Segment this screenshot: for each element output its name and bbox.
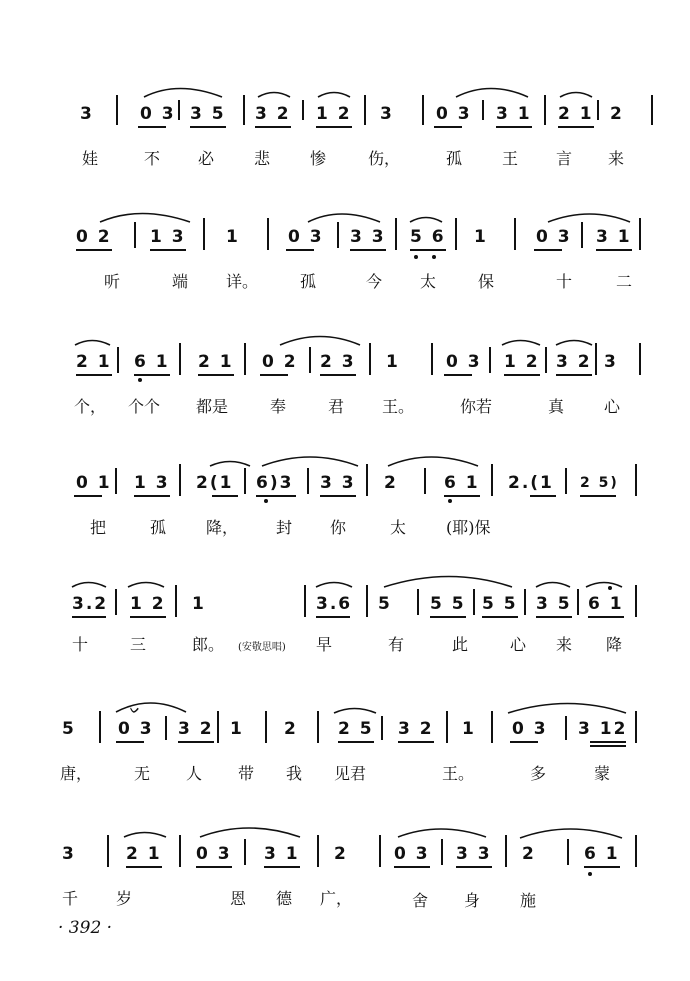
underline: [350, 249, 386, 251]
lyric: 带: [238, 764, 255, 783]
lyric: 太: [390, 518, 407, 537]
underline: [286, 249, 314, 251]
lyric: 施: [520, 891, 537, 910]
lyric: 唐，: [60, 764, 93, 783]
lyric: 个个: [128, 397, 161, 416]
note-group: 3: [604, 352, 618, 372]
note-group: 3 2: [398, 719, 434, 739]
lyric: 广，: [320, 889, 353, 908]
underline: [590, 745, 626, 747]
note-group: 1 3: [150, 227, 186, 247]
underline: [256, 495, 296, 497]
lyric: 心: [510, 635, 527, 654]
underline: [338, 741, 374, 743]
score-system-1: [0, 80, 690, 190]
note-group: 1 3: [134, 473, 170, 493]
lyric: 无: [134, 764, 151, 783]
note-group: 3 2: [255, 104, 291, 124]
lyric: 见君: [334, 764, 367, 783]
note-group: 0 3: [446, 352, 482, 372]
underline: [320, 374, 356, 376]
note-group: 3 3: [456, 844, 492, 864]
note-group: 0 3: [118, 719, 154, 739]
underline: [588, 616, 624, 618]
underline: [198, 374, 234, 376]
underline: [580, 495, 616, 497]
lyric: 太: [420, 272, 437, 291]
score-system-5: [0, 572, 690, 682]
note-group: 2.(1: [508, 473, 554, 493]
note-group: 3 2: [556, 352, 592, 372]
underline: [410, 249, 446, 251]
mordent-mark: ᨆ: [130, 703, 142, 716]
underline: [482, 616, 518, 618]
octave-dot: [608, 586, 612, 590]
lyric: 郎。: [192, 635, 225, 654]
note-group: 6 1: [134, 352, 170, 372]
underline: [320, 495, 356, 497]
lyric: 听: [104, 272, 121, 291]
lyric: 孤: [150, 518, 167, 537]
underline: [260, 374, 288, 376]
note-group: 1: [230, 719, 244, 739]
lyric: 早: [316, 635, 333, 654]
note-group: 3 12: [578, 719, 628, 739]
lyric: 人: [186, 764, 203, 783]
lyric: 来: [556, 635, 573, 654]
note-group: 3 3: [350, 227, 386, 247]
lyric: 今: [366, 272, 383, 291]
octave-dot: [448, 499, 452, 503]
lyric: 有: [388, 635, 405, 654]
score-system-7: [0, 822, 690, 932]
note-group: 3: [380, 104, 394, 124]
note-group: 2 1: [76, 352, 112, 372]
note-group: 2(1: [196, 473, 234, 493]
note-group: 2: [334, 844, 348, 864]
underline: [255, 126, 291, 128]
lyric: 此: [452, 635, 469, 654]
note-group: 1 2: [130, 594, 166, 614]
lyric: 你: [330, 518, 347, 537]
lyric: 你若: [460, 397, 493, 416]
note-group: 2: [610, 104, 624, 124]
octave-dot: [588, 872, 592, 876]
lyric: 德: [276, 889, 293, 908]
lyric: 王: [502, 149, 519, 168]
note-group: 5 5: [482, 594, 518, 614]
note-group: 3 2: [178, 719, 214, 739]
note-group: 5 5: [430, 594, 466, 614]
lyric: 君: [328, 397, 345, 416]
underline: [150, 249, 186, 251]
note-group: 6 1: [444, 473, 480, 493]
underline: [196, 866, 232, 868]
lyric: 奉: [270, 397, 287, 416]
note-group: 1 2: [504, 352, 540, 372]
lyric: 都是: [196, 397, 229, 416]
lyric: 详。: [226, 272, 259, 291]
note-group: 3 1: [496, 104, 532, 124]
note-group: 6 1: [588, 594, 624, 614]
note-group: 1: [386, 352, 400, 372]
note-group: 0 3: [436, 104, 472, 124]
lyric: 封: [276, 518, 293, 537]
underline: [394, 866, 430, 868]
underline: [444, 374, 472, 376]
note-group: 0 3: [394, 844, 430, 864]
note-group: 1: [462, 719, 476, 739]
octave-dot: [414, 255, 418, 259]
note-group: 0 3: [536, 227, 572, 247]
lyric: 舍: [412, 891, 429, 910]
note-group: 2 3: [320, 352, 356, 372]
underline: [116, 741, 144, 743]
lyric: 三: [130, 635, 147, 654]
note-group: 1 2: [316, 104, 352, 124]
note-group: 6)3: [256, 473, 294, 493]
underline: [130, 616, 166, 618]
score-system-2: [0, 205, 690, 315]
note-group: 0 3: [140, 104, 176, 124]
score-system-4: [0, 451, 690, 561]
lyric: 身: [464, 891, 481, 910]
underline: [534, 249, 562, 251]
score-system-6: [0, 697, 690, 807]
underline: [74, 495, 102, 497]
lyric: 我: [286, 764, 303, 783]
lyric: 孤: [300, 272, 317, 291]
underline: [72, 616, 106, 618]
note-group: 2: [384, 473, 398, 493]
lyric-stage-note: (安敬思唱): [238, 642, 286, 653]
lyric: 二: [616, 272, 633, 291]
note-group: 3: [80, 104, 94, 124]
lyric: 十: [72, 635, 89, 654]
lyric: 孤: [446, 149, 463, 168]
lyric: 个，: [74, 397, 107, 416]
lyric: 多: [530, 764, 547, 783]
note-group: 1: [226, 227, 240, 247]
underline: [530, 495, 556, 497]
lyric: 言: [556, 149, 573, 168]
note-group: 2 5): [580, 475, 619, 491]
underline: [134, 495, 170, 497]
lyric: 千: [62, 889, 79, 908]
underline: [178, 741, 214, 743]
note-group: 5 6: [410, 227, 446, 247]
note-group: 0 3: [288, 227, 324, 247]
note-group: 0 2: [262, 352, 298, 372]
note-group: 0 3: [512, 719, 548, 739]
note-group: 2 5: [338, 719, 374, 739]
lyric: 降: [606, 635, 623, 654]
note-group: 3 3: [320, 473, 356, 493]
underline: [76, 249, 112, 251]
lyric: 蒙: [594, 764, 611, 783]
underline: [76, 374, 112, 376]
underline: [316, 126, 352, 128]
lyric: 必: [198, 149, 215, 168]
lyric: 端: [172, 272, 189, 291]
note-group: 3 5: [536, 594, 572, 614]
lyric: 十: [556, 272, 573, 291]
underline: [126, 866, 162, 868]
underline: [434, 126, 462, 128]
lyric: 伤，: [368, 149, 401, 168]
note-group: 3 1: [264, 844, 300, 864]
underline: [190, 126, 226, 128]
note-group: 0 1: [76, 473, 112, 493]
lyric: 悲: [254, 149, 271, 168]
lyric: 把: [90, 518, 107, 537]
underline: [510, 741, 538, 743]
note-group: 3 5: [190, 104, 226, 124]
note-group: 3: [62, 844, 76, 864]
note-group: 5: [62, 719, 76, 739]
underline: [444, 495, 480, 497]
note-group: 0 3: [196, 844, 232, 864]
underline: [584, 866, 620, 868]
octave-dot: [138, 378, 142, 382]
page-number: · 392 ·: [58, 918, 113, 938]
underline: [212, 495, 238, 497]
note-group: 5: [378, 594, 392, 614]
lyric: 来: [608, 149, 625, 168]
underline: [556, 374, 592, 376]
note-group: 3 1: [596, 227, 632, 247]
underline: [596, 249, 632, 251]
underline: [496, 126, 532, 128]
score-system-3: [0, 330, 690, 440]
note-group: 6 1: [584, 844, 620, 864]
note-group: 2 1: [558, 104, 594, 124]
lyric: 王。: [442, 764, 475, 783]
underline: [134, 374, 170, 376]
underline: [536, 616, 572, 618]
note-group: 2: [522, 844, 536, 864]
underline: [138, 126, 166, 128]
underline: [264, 866, 300, 868]
octave-dot: [432, 255, 436, 259]
lyric: 保: [478, 272, 495, 291]
underline: [456, 866, 492, 868]
lyric: 岁: [116, 889, 133, 908]
lyric: 娃: [82, 149, 99, 168]
lyric: (耶)保: [446, 518, 491, 537]
note-group: 0 2: [76, 227, 112, 247]
underline: [430, 616, 466, 618]
octave-dot: [264, 499, 268, 503]
note-group: 2 1: [126, 844, 162, 864]
lyric: 王。: [382, 397, 415, 416]
underline: [558, 126, 594, 128]
note-group: 3.2: [72, 594, 109, 614]
note-group: 1: [192, 594, 206, 614]
note-group: 3.6: [316, 594, 353, 614]
note-group: 2: [284, 719, 298, 739]
underline: [590, 741, 626, 743]
underline: [504, 374, 540, 376]
note-group: 2 1: [198, 352, 234, 372]
lyric: 心: [604, 397, 621, 416]
lyric: 降，: [206, 518, 239, 537]
note-group: 1: [474, 227, 488, 247]
underline: [398, 741, 434, 743]
lyric: 恩: [230, 889, 247, 908]
lyric: 真: [548, 397, 565, 416]
underline: [316, 616, 350, 618]
lyric: 惨: [310, 149, 327, 168]
lyric: 不: [144, 149, 161, 168]
